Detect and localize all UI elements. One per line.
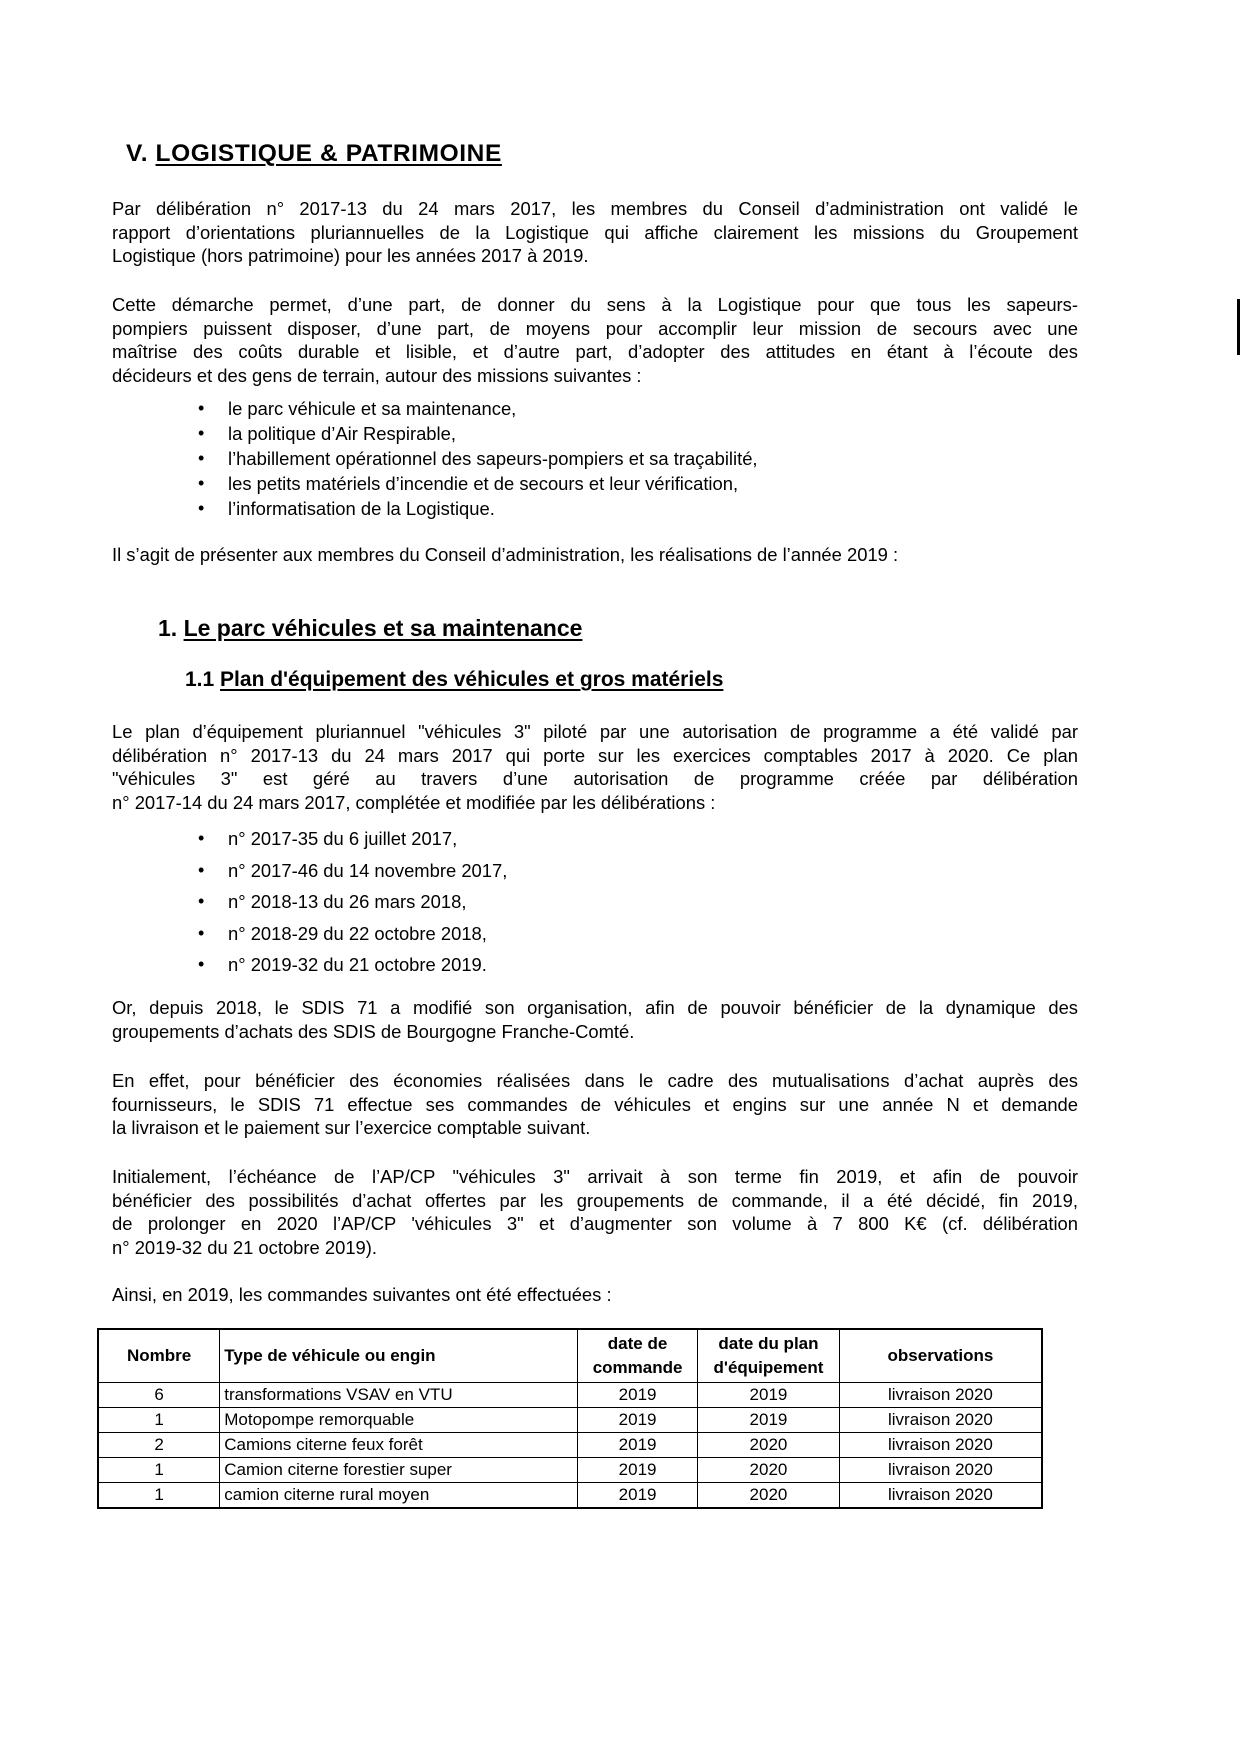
cell-nombre: 1 (98, 1483, 220, 1509)
paragraph-line: n° 2019-32 du 21 octobre 2019). (112, 1236, 378, 1258)
paragraph-line: Initialement, l’échéance de l’AP/CP "véhicules 3" arrivait à son terme fin 2019, et afin de pouvoir (112, 1166, 1078, 1187)
paragraph-line: de prolonger en 2020 l’AP/CP 'véhicules 3" et d’augmenter son volume à 7 800 K€ (cf. délibération (112, 1213, 1078, 1234)
initial-paragraph (112, 1165, 1078, 1259)
main-heading-title: LOGISTIQUE & PATRIMOINE (155, 140, 502, 167)
cell-observations: livraison 2020 (839, 1408, 1042, 1433)
cell-observations: livraison 2020 (839, 1458, 1042, 1483)
main-heading-number: V. (126, 140, 149, 167)
paragraph-line: pompiers puissent disposer, d’une part, de moyens pour accomplir leur mission de secours avec une (112, 317, 1078, 339)
paragraph-line: Logistique (hors patrimoine) pour les années 2017 à 2019. (112, 245, 589, 266)
section-1-number: 1. (158, 615, 178, 641)
table-row (98, 1433, 1042, 1458)
main-heading (126, 140, 502, 168)
paragraph-line: bénéficier des possibilités d’achat offertes par les groupements de commande, il a été décidé, fin 2019, (112, 1189, 1078, 1211)
list-item: • l’informatisation de la Logistique. (228, 496, 758, 521)
approach-paragraph (112, 293, 1078, 387)
cell-type: camion citerne rural moyen (220, 1483, 578, 1509)
list-item: • n° 2018-29 du 22 octobre 2018, (228, 918, 507, 950)
cell-nombre: 1 (98, 1408, 220, 1433)
cell-type: Camions citerne feux forêt (220, 1433, 578, 1458)
cell-nombre: 6 (98, 1383, 220, 1408)
cell-type: transformations VSAV en VTU (220, 1383, 578, 1408)
list-item: • l’habillement opérationnel des sapeurs-pompiers et sa traçabilité, (228, 446, 758, 471)
header-observations: observations (839, 1329, 1042, 1383)
section-1-1-heading (185, 668, 723, 692)
list-item: • la politique d’Air Respirable, (228, 421, 758, 446)
cell-date-commande: 2019 (578, 1458, 698, 1483)
table-row (98, 1458, 1042, 1483)
paragraph-line: décideurs et des gens de terrain, autour des missions suivantes : (112, 364, 642, 386)
paragraph-line: la livraison et le paiement sur l’exercice comptable suivant. (112, 1117, 591, 1138)
list-item: • n° 2017-46 du 14 novembre 2017, (228, 855, 507, 887)
cell-type: Camion citerne forestier super (220, 1458, 578, 1483)
table-row (98, 1383, 1042, 1408)
deliberations-list (228, 823, 507, 981)
paragraph-line: Le plan d’équipement pluriannuel "véhicules 3" piloté par une autorisation de programme a été validé par (112, 721, 1078, 742)
header-date-plan-line2: d'équipement (713, 1358, 824, 1377)
cell-date-plan: 2020 (698, 1483, 840, 1509)
paragraph-line: groupements d’achats des SDIS de Bourgogne Franche-Comté. (112, 1020, 635, 1042)
list-item: • n° 2017-35 du 6 juillet 2017, (228, 823, 507, 855)
header-date-plan-line1: date du plan (718, 1334, 819, 1353)
header-date-commande-line2: commande (592, 1358, 683, 1377)
cell-date-plan: 2019 (698, 1408, 840, 1433)
orders-intro (112, 1283, 1078, 1307)
section-1-1-number: 1.1 (185, 668, 215, 691)
paragraph-line: Or, depuis 2018, le SDIS 71 a modifié son organisation, afin de pouvoir bénéficier de la dynamique des (112, 997, 1078, 1018)
cell-observations: livraison 2020 (839, 1483, 1042, 1509)
list-item: • n° 2019-32 du 21 octobre 2019. (228, 949, 507, 981)
cell-date-commande: 2019 (578, 1483, 698, 1509)
plan-paragraph (112, 720, 1078, 814)
section-1-heading (158, 615, 582, 642)
header-date-commande (578, 1329, 698, 1383)
paragraph-line: En effet, pour bénéficier des économies réalisées dans le cadre des mutualisations d’achat auprès des (112, 1070, 1078, 1091)
cell-date-plan: 2019 (698, 1383, 840, 1408)
cell-date-plan: 2020 (698, 1433, 840, 1458)
section-1-title: Le parc véhicules et sa maintenance (183, 615, 583, 641)
orders-table (97, 1328, 1043, 1509)
cell-observations: livraison 2020 (839, 1433, 1042, 1458)
paragraph-line: délibération n° 2017-13 du 24 mars 2017 qui porte sur les exercices comptables 2017 à 2020. Ce plan (112, 744, 1078, 766)
effect-paragraph (112, 1069, 1078, 1140)
cell-nombre: 1 (98, 1458, 220, 1483)
list-item: • le parc véhicule et sa maintenance, (228, 396, 758, 421)
paragraph-line: Par délibération n° 2017-13 du 24 mars 2017, les membres du Conseil d’administration ont validé le (112, 198, 1078, 219)
intro-paragraph (112, 197, 1078, 268)
table-header-row (98, 1329, 1042, 1383)
table-row (98, 1483, 1042, 1509)
paragraph-line: "véhicules 3" est géré au travers d’une autorisation de programme créée par délibération (112, 768, 1078, 789)
header-date-commande-line1: date de (607, 1334, 668, 1353)
page-edge-mark (1237, 299, 1240, 355)
paragraph-line: rapport d’orientations pluriannuelles de la Logistique qui affiche clairement les missions du Groupement (112, 221, 1078, 243)
section-1-1-title: Plan d'équipement des véhicules et gros matériels (220, 668, 724, 691)
cell-date-commande: 2019 (578, 1383, 698, 1408)
header-type: Type de véhicule ou engin (220, 1329, 578, 1383)
paragraph-line: Il s’agit de présenter aux membres du Conseil d’administration, les réalisations de l’année 2019 : (112, 544, 899, 565)
cell-date-plan: 2020 (698, 1458, 840, 1483)
paragraph-line: fournisseurs, le SDIS 71 effectue ses commandes de véhicules et engins sur une année N et demande (112, 1093, 1078, 1115)
present-paragraph (112, 543, 1078, 567)
cell-date-commande: 2019 (578, 1408, 698, 1433)
cell-nombre: 2 (98, 1433, 220, 1458)
paragraph-line: maîtrise des coûts durable et lisible, et d’autre part, d’adopter des attitudes en étant à l’écoute des (112, 341, 1078, 362)
since-paragraph (112, 996, 1078, 1043)
list-item: • n° 2018-13 du 26 mars 2018, (228, 886, 507, 918)
table-row (98, 1408, 1042, 1433)
list-item: • les petits matériels d’incendie et de secours et leur vérification, (228, 471, 758, 496)
header-nombre: Nombre (98, 1329, 220, 1383)
cell-date-commande: 2019 (578, 1433, 698, 1458)
cell-observations: livraison 2020 (839, 1383, 1042, 1408)
cell-type: Motopompe remorquable (220, 1408, 578, 1433)
paragraph-line: Cette démarche permet, d’une part, de donner du sens à la Logistique pour que tous les sapeurs- (112, 294, 1078, 315)
header-date-plan (698, 1329, 840, 1383)
missions-list (228, 396, 758, 521)
paragraph-line: n° 2017-14 du 24 mars 2017, complétée et modifiée par les délibérations : (112, 791, 716, 813)
paragraph-line: Ainsi, en 2019, les commandes suivantes ont été effectuées : (112, 1284, 612, 1305)
